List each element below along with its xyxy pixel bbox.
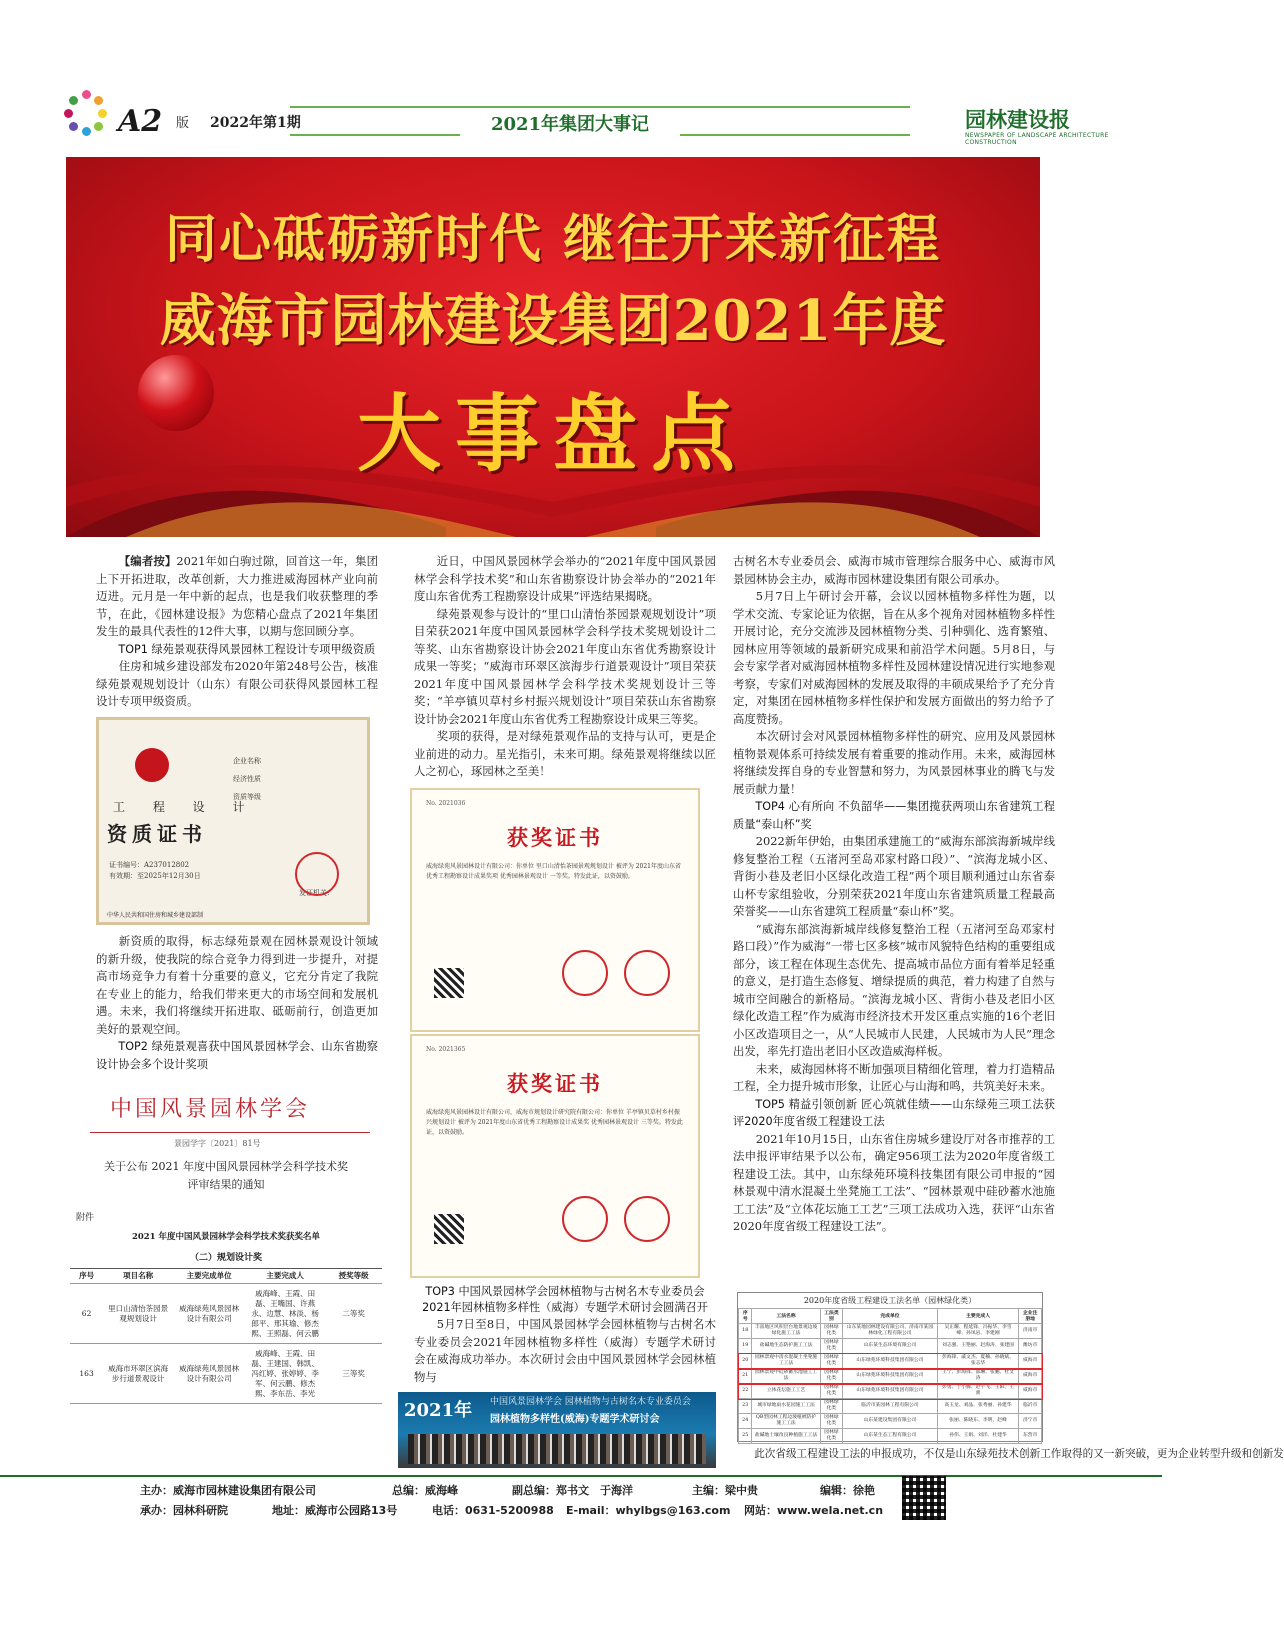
table-cell: 临沂市: [1019, 1399, 1042, 1414]
table-header: 主要完成单位: [173, 1269, 245, 1284]
photo-caption-small: 中国风景园林学会 园林植物与古树名木专业委员会: [490, 1397, 691, 1407]
table-cell: 山东某地园林建设有限公司、济南市某园林绿化工程有限公司: [843, 1324, 937, 1339]
table-cell: 25: [739, 1429, 752, 1444]
table-cell: 高玉龙、刘晶、张秀丽、孙建华: [937, 1399, 1019, 1414]
banner-line-2: 威海市园林建设集团2021年度: [159, 288, 947, 354]
table-cell: 里口山清怡茶园景观规划设计: [103, 1284, 173, 1344]
col2-paragraph-3: 奖项的获得，是对绿苑景观作品的支持与认可，更是企业前进的动力。星光指引，未来可期。绿苑景观将继续以匠人之初心，琢园林之至美！: [414, 729, 716, 778]
table-cell: 园林绿化类: [820, 1414, 843, 1429]
table-cell: 山东绿苑环境科技集团有限公司: [843, 1384, 937, 1399]
table-cell: 163: [70, 1344, 103, 1404]
cert-field-company: 企业名称: [233, 757, 261, 765]
table-header: 企业注册地: [1019, 1309, 1042, 1324]
table-cell: 威海市环翠区滨海步行道景观设计: [103, 1344, 173, 1404]
cert-line-2: 资质证书: [107, 822, 207, 846]
col2-paragraph-2: 绿苑景观参与设计的“里口山清怡茶园景观规划设计”项目荣获2021年度中国风景园林学会科学技术奖规划设计二等奖、山东省勘察设计协会2021年度山东省优秀勘察设计成果一等奖；“威海市环翠区滨海步行道景观设计”项目荣获2021年度中国风景园林学会科学技术奖规划设计三等奖；“羊亭镇贝草村乡村振兴规划设计”项目荣获山东省勘察设计协会2021年度山东省优秀工程勘察设计成果三等奖。: [414, 606, 716, 726]
top1-paragraph-2: 新资质的取得，标志绿苑景观在园林景观设计领域的新升级，使我院的综合竞争力得到进一步提升，对提高市场竞争力有着十分重要的意义，它充分肯定了我院在专业上的能力，给我们带来更大的市场空间和发展机遇。未来，我们将继续开拓进取、砥砺前行，创造更加美好的景观空间。: [96, 934, 378, 1036]
table-header: 主要完成人: [245, 1269, 325, 1284]
award-list-table: [70, 1268, 382, 1404]
method-list: [738, 1308, 1042, 1444]
qr-code-icon: [434, 968, 464, 998]
table-cell: 威海绿苑风景园林设计有限公司: [173, 1344, 245, 1404]
masthead: 园林建设报: [965, 107, 1070, 132]
award-certificate-2: [410, 1034, 700, 1278]
section-title: 2021年集团大事记: [460, 110, 680, 136]
table-cell: 18: [739, 1324, 752, 1339]
table-row: [70, 1284, 382, 1344]
table-row: [739, 1339, 1042, 1354]
table-cell: 盐碱地生态防护施工工法: [752, 1339, 820, 1354]
table-cell: 园林绿化类: [820, 1354, 843, 1369]
column-2-lower: [414, 1284, 716, 1386]
table-header: 授奖等级: [325, 1269, 382, 1284]
award-number: No. 2021036: [426, 800, 466, 807]
table-cell: 山东某建设集团有限公司: [843, 1414, 937, 1429]
editor-note: 2021年如白驹过隙，回首这一年，集团上下开拓进取，改革创新，大力推进威海园林产业向前迈进。元月是一年中新的起点，也是我们收获整理的季节，在此，《园林建设报》为您精心盘点了2021年集团发生的最具代表性的12件大事，以期与您回顾分享。: [96, 554, 378, 638]
table-cell: 山东绿苑环境科技集团有限公司: [843, 1369, 937, 1384]
qualification-certificate: [96, 717, 370, 925]
award-number: No. 2021365: [426, 1046, 466, 1053]
footer-vice-editor: 副总编：郑书文 于海洋: [512, 1484, 633, 1497]
table-header: 主要完成人: [937, 1309, 1019, 1324]
award-title: 获奖证书: [507, 1071, 603, 1096]
cert-field-type: 经济性质: [233, 775, 261, 783]
headline-banner: [66, 157, 1040, 537]
banner-line-1: 同心砥砺新时代 继往开来新征程: [164, 209, 942, 270]
table-cell: 21: [739, 1369, 752, 1384]
table-cell: 园林景观中硅砂蓄水池施工工法: [752, 1369, 820, 1384]
table-header-row: [739, 1309, 1042, 1324]
top4-paragraph-1: 2022新年伊始，由集团承建施工的“威海东部滨海新城岸线修复整治工程（五渚河至岛邓家村路口段）”、“滨海龙城小区、背街小巷及老旧小区绿化改造工程”两个项目顺利通过山东省泰山杯专家组验收，分别荣获2021年度山东省建筑质量工程最高荣誉奖——山东省建筑工程质量“泰山杯”奖。: [733, 834, 1055, 918]
table-title: 2020年度省级工程建设工法名单（园林绿化类）: [803, 1296, 977, 1305]
footer-main-editor: 主编：梁中贵: [692, 1484, 758, 1497]
banner-line-3: 大事盘点: [356, 384, 749, 483]
red-seal-icon: [624, 950, 670, 996]
footer-chief-editor: 总编：威海峰: [392, 1484, 458, 1497]
cert-field-level: 资质等级: [233, 793, 261, 801]
table-cell: 东营市: [1019, 1429, 1042, 1444]
table-cell: 园林绿化类: [820, 1324, 843, 1339]
table-cell: 园林绿化类: [820, 1399, 843, 1414]
table-cell: 城市绿地雨水花园施工工法: [752, 1399, 820, 1414]
table-cell: 园林绿化类: [820, 1369, 843, 1384]
top4-title: TOP4 心有所向 不负韶华——集团揽获两项山东省建筑工程质量“泰山杯”奖: [733, 800, 1055, 831]
table-header: 项目名称: [103, 1269, 173, 1284]
issue-number: 2022年第1期: [210, 115, 301, 131]
table-cell: 吴正耀、程延锋、冯振华、李雪峰、孙凤岩、李建刚: [937, 1324, 1019, 1339]
top3-paragraph-1: 5月7日至8日，中国风景园林学会园林植物与古树名木专业委员会2021年园林植物多样性（威海）专题学术研讨会在威海成功举办。本次研讨会由中国风景园林学会园林植物与: [414, 1317, 716, 1384]
table-cell: 19: [739, 1339, 752, 1354]
table-row-highlighted: [739, 1369, 1042, 1384]
award-certificate-1: [410, 788, 700, 1032]
table-cell: 三等奖: [325, 1344, 382, 1404]
top5-paragraph-1: 2021年10月15日，山东省住房城乡建设厅对各市推荐的工法申报评审结果予以公布，确定956项工法为2020年度省级工程建设工法。其中，山东绿苑环境科技集团有限公司申报的“园林景观中清水混凝土坐凳施工工法”、“园林景观中硅砂蓄水池施工工法”及“立体花坛施工工艺”三项工法成功入选，获评“山东省2020年度省级工程建设工法”。: [733, 1131, 1055, 1233]
photo-caption-big: 园林植物多样性(威海)专题学术研讨会: [490, 1414, 660, 1425]
table-row: [70, 1344, 382, 1404]
table-row-highlighted: [739, 1384, 1042, 1399]
col2-paragraph-1: 近日，中国风景园林学会举办的“2021年度中国风景园林学会科学技术奖”和山东省勘察设计协会举办的“2021年度山东省优秀工程勘察设计成果”评选结果揭晓。: [414, 554, 716, 603]
cert-seal-icon: [295, 852, 339, 896]
cert-issue-org: 发证机关：: [299, 889, 334, 897]
top4-paragraph-2: “威海东部滨海新城岸线修复整治工程（五渚河至岛邓家村路口段）”作为威海“一带七区多核”城市风貌特色结构的重要组成部分，该工程在体现生态优先、提高城市品位方面有着举足轻重的意义，是打造生态修复、增绿提质的典范，着力构建了自然与城市空间融合的新格局。“滨海龙城小区、背街小巷及老旧小区绿化改造工程”作为威海市经济技术开发区重点实施的16个老旧小区改造项目之一，从“人民城市人民建，人民城市为人民”理念出发，率先打造出老旧小区改造威海样板。: [733, 921, 1055, 1058]
award-title: 获奖证书: [507, 825, 603, 850]
qr-code-icon: [434, 1214, 464, 1244]
top4-paragraph-3: 未来，威海园林将不断加强项目精细化管理，着力打造精品工程，全力提升城市形象，让匠心与山海和鸣，共筑美好未来。: [733, 1061, 1055, 1093]
table-cell: 园林绿化类: [820, 1384, 843, 1399]
editor-note-tag: 【编者按】: [118, 554, 177, 568]
table-cell: QB型园林工程边坡植被防护施工工法: [752, 1414, 820, 1429]
table-row: [739, 1429, 1042, 1444]
table-header: 工法类别: [820, 1309, 843, 1324]
table-cell: 彭海锋、戚文杰、夏楠、孙晓斌、张志华: [937, 1354, 1019, 1369]
column-1-lower: [96, 933, 378, 1073]
table-cell: 济南市: [1019, 1324, 1042, 1339]
table-row: [739, 1399, 1042, 1414]
table-header-row: [70, 1269, 382, 1284]
cert-line-1: 工 程 设 计: [113, 800, 257, 814]
footer-website[interactable]: 网站：www.wela.net.cn: [744, 1504, 884, 1517]
red-seal-icon: [562, 950, 608, 996]
table-row: [739, 1324, 1042, 1339]
col3-paragraph-1: 古树名木专业委员会、威海市城市管理综合服务中心、威海市风景园林协会主办，威海市园林建设集团有限公司承办。: [733, 554, 1055, 586]
table-row-highlighted: [739, 1354, 1042, 1369]
footer-sponsor: 主办：威海市园林建设集团有限公司: [140, 1484, 316, 1497]
list-section: （二）规划设计奖: [189, 1253, 262, 1263]
symposium-group-photo: [398, 1392, 716, 1468]
table-cell: 23: [739, 1399, 752, 1414]
table-cell: 二等奖: [325, 1284, 382, 1344]
table-cell: 丰富地区风积层台地景观边坡绿化施工工法: [752, 1324, 820, 1339]
table-cell: 盐碱地土壤改良种植施工工法: [752, 1429, 820, 1444]
red-seal-icon: [624, 1196, 670, 1242]
table-cell: 24: [739, 1414, 752, 1429]
table-cell: 山东某生态环境有限公司: [843, 1339, 937, 1354]
footer-phone: 电话：0631-5200988: [432, 1504, 554, 1517]
society-notice-document: [70, 1090, 382, 1470]
cert-issuer: 中华人民共和国住房和城乡建设部制: [107, 912, 204, 919]
footer-editor: 编辑：徐艳: [820, 1484, 875, 1497]
cert-validity: 有效期：至2025年12月30日: [109, 872, 201, 880]
table-header: 序号: [739, 1309, 752, 1324]
table-cell: 孙伟、王娟、刘洋、杜建华: [937, 1429, 1019, 1444]
photo-year: 2021年: [404, 1400, 473, 1421]
table-cell: 园林绿化类: [820, 1339, 843, 1354]
table-cell: 张丽、陈晓东、李明、赵峰: [937, 1414, 1019, 1429]
doc-number: 景园学字〔2021〕81号: [174, 1139, 261, 1148]
table-row: [739, 1414, 1042, 1429]
masthead-english: NEWSPAPER OF LANDSCAPE ARCHITECTURE CONSTRUCTION: [965, 132, 1109, 146]
footer-rule: [0, 1475, 1162, 1477]
ribbon-decoration-icon: [66, 447, 1040, 537]
notice-title-1: 关于公布 2021 年度中国风景园林学会科学技术奖: [104, 1160, 348, 1173]
cert-number: 证书编号：A237012802: [109, 861, 190, 869]
table-cell: 22: [739, 1384, 752, 1399]
table-cell: 王宁、彭海锋、邵琳、张鹏、杜文涛: [937, 1369, 1019, 1384]
society-name: 中国风景园林学会: [110, 1097, 311, 1122]
table-cell: 威海市: [1019, 1354, 1042, 1369]
table-cell: 园林景观中清水混凝土坐凳施工工法: [752, 1354, 820, 1369]
list-title: 2021 年度中国风景园林学会科学技术奖获奖名单: [131, 1232, 321, 1242]
table-cell: 彭勇、于小腾、赵宇飞、王阳、王蕾: [937, 1384, 1019, 1399]
crowd-image: [408, 1434, 706, 1464]
table-cell: 刘志强、王艳丽、赵海涛、张建国: [937, 1339, 1019, 1354]
footer-email[interactable]: E-mail：whylbgs@163.com: [566, 1504, 731, 1517]
table-cell: 62: [70, 1284, 103, 1344]
col3-paragraph-3: 本次研讨会对风景园林植物多样性的研究、应用及风景园林植物景观体系可持续发展有着重要的推动作用。未来，威海园林将继续发挥自身的专业智慧和努力，为风景园林事业的腾飞与发展贡献力量！: [733, 729, 1055, 796]
edition-suffix: 版: [176, 116, 190, 131]
footer-organizer: 承办：园林科研院: [140, 1504, 228, 1517]
table-cell: 威海市: [1019, 1384, 1042, 1399]
newspaper-logo-icon: [64, 90, 110, 136]
table-cell: 戚海峰、王霞、田磊、王嘴国、许燕永、边慧、林淡、杨郎平、邢其瑜、修杰熙、王照磊、何云鹏: [245, 1284, 325, 1344]
table-cell: 山东绿苑环境科技集团有限公司: [843, 1354, 937, 1369]
national-emblem-icon: [135, 748, 169, 782]
award-body: 威海绿苑风景园林设计有限公司：你单位 里口山清怡茶园景观规划设计 被评为 2021年度山东省优秀工程勘察设计成果奖项 优秀园林景观设计 一等奖。特发此证，以资鼓励。: [426, 863, 681, 880]
red-seal-icon: [562, 1196, 608, 1242]
table-cell: 20: [739, 1354, 752, 1369]
column-2: [414, 553, 716, 781]
top5-title: TOP5 精益引领创新 匠心筑就佳绩——山东绿苑三项工法获评2020年度省级工程建设工法: [733, 1097, 1055, 1128]
table-cell: 威海绿苑风景园林设计有限公司: [173, 1284, 245, 1344]
table-cell: 潍坊市: [1019, 1339, 1042, 1354]
footer-qr-code-icon: [902, 1476, 946, 1520]
table-cell: 立体花坛施工工艺: [752, 1384, 820, 1399]
award-body: 威海绿苑风景园林设计有限公司，威海市规划设计研究院有限公司：你单位 羊亭镇贝草村乡村振兴规划设计 被评为 2021年度山东省优秀工程勘察设计成果奖 优秀园林景观设计 三等奖。特发此证，以资鼓励。: [426, 1109, 683, 1136]
column-3-tail: [733, 1446, 1284, 1464]
top1-title: TOP1 绿苑景观获得风景园林工程设计专项甲级资质: [118, 642, 376, 656]
table-cell: 临沂市某园林工程有限公司: [843, 1399, 937, 1414]
footer-address: 地址：威海市公园路13号: [272, 1504, 398, 1517]
col3-last-paragraph: 此次省级工程建设工法的申报成功，不仅是山东绿苑技术创新工作取得的又一新突破，更为企业转型升级和创新发: [754, 1448, 1284, 1460]
column-1: [96, 553, 378, 711]
notice-rule: [90, 1132, 370, 1133]
top2-title: TOP2 绿苑景观喜获中国风景园林学会、山东省勘察设计协会多个设计奖项: [96, 1040, 378, 1071]
table-cell: 戚海峰、王霞、田磊、王建国、韩凯、冯红婷、张婷婷、李军、何云鹏、修杰熙、李东岳、李光: [245, 1344, 325, 1404]
table-cell: 园林绿化类: [820, 1429, 843, 1444]
attachment-label: 附件: [76, 1213, 95, 1223]
construction-method-table: [737, 1292, 1043, 1442]
table-cell: 威海市: [1019, 1369, 1042, 1384]
table-header: 序号: [70, 1269, 103, 1284]
table-cell: 山东某生态工程有限公司: [843, 1429, 937, 1444]
edition-number: A2: [118, 104, 163, 139]
table-cell: 济宁市: [1019, 1414, 1042, 1429]
table-header: 工法名称: [752, 1309, 820, 1324]
top1-paragraph-1: 住房和城乡建设部发布2020年第248号公告，核准绿苑景观规划设计（山东）有限公司获得风景园林工程设计专项甲级资质。: [96, 659, 378, 708]
table-header: 完成单位: [843, 1309, 937, 1324]
column-3: [733, 553, 1055, 1236]
notice-title-2: 评审结果的通知: [187, 1178, 265, 1191]
top3-title: TOP3 中国风景园林学会园林植物与古树名木专业委员会2021年园林植物多样性（威海）专题学术研讨会圆满召开: [422, 1285, 708, 1314]
col3-paragraph-2: 5月7日上午研讨会开幕，会议以园林植物多样性为题，以学术交流、专家论证为依据，旨在从多个视角对园林植物多样性开展讨论，充分交流涉及园林植物分类、引种驯化、选育繁殖、园林应用等领域的最新研究成果和前沿学术问题。5月8日，与会专家学者对威海园林植物多样性及园林建设情况进行实地参观考察，专家们对威海园林的发展及取得的丰硕成果给予了充分肯定，对集团在园林植物多样性保护和发展方面做出的努力给予了高度赞扬。: [733, 589, 1055, 726]
